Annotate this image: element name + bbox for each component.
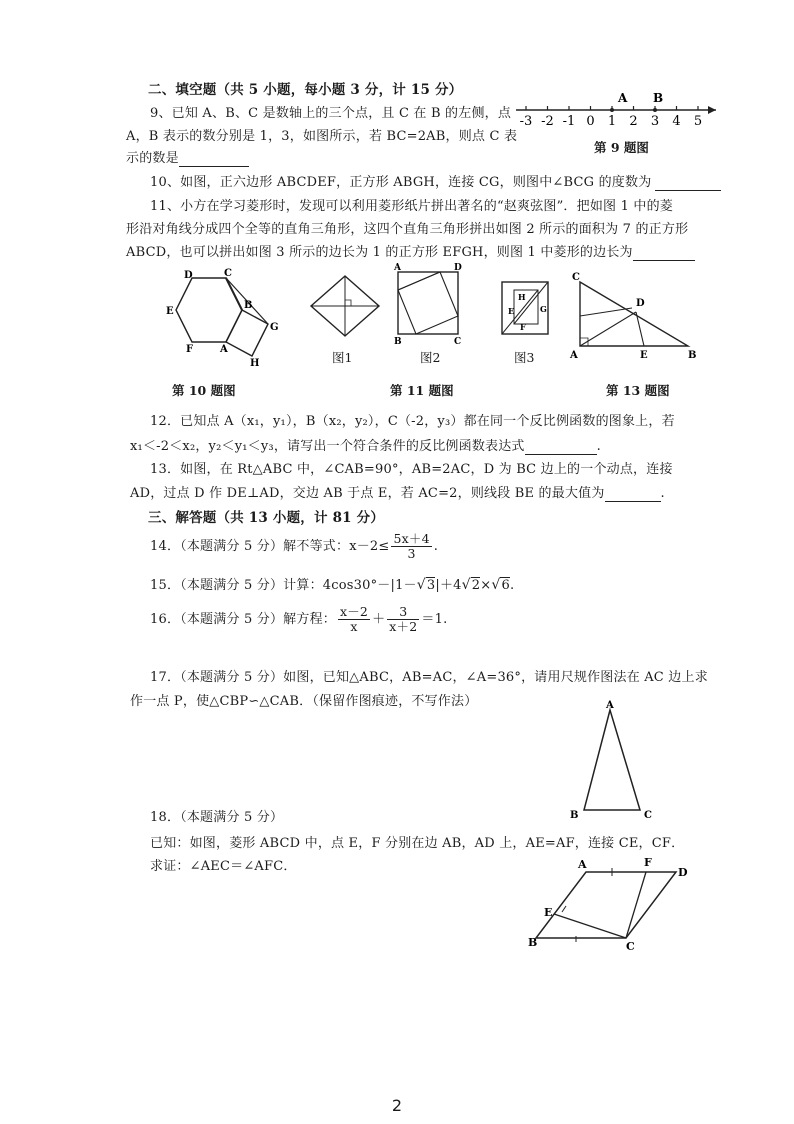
q11-line2: 形沿对角线分成四个全等的直角三角形，这四个直角三角形拼出如图 2 所示的面积为 7 的正方形 — [126, 222, 689, 237]
q18-line1: 已知：如图，菱形 ABCD 中，点 E，F 分别在边 AB，AD 上，AE=AF，连接 CE，CF． — [150, 836, 685, 851]
q18-vertex-label: C — [626, 940, 635, 952]
q14-prefix: 14．（本题满分 5 分）解不等式： — [150, 539, 350, 554]
q15-part2: 1－ — [395, 578, 417, 593]
q13-line1: 13．如图，在 Rt△ABC 中，∠CAB=90°，AB=2AC，D 为 BC 边上的一个动点，连接 — [150, 462, 673, 477]
q14-denominator: 3 — [407, 546, 416, 561]
sqrt-icon: √ — [416, 577, 426, 593]
q15-radicand3: 6 — [501, 578, 510, 593]
q10-figure-caption: 第 10 题图 — [172, 383, 236, 398]
fig13-label: C — [572, 272, 580, 283]
q11-fig3-square — [496, 276, 556, 342]
number-line-arrow-icon — [708, 106, 716, 114]
q18-rhombus-figure — [528, 852, 698, 952]
q9-figure-caption: 第 9 题图 — [594, 140, 649, 155]
q14-fraction — [391, 532, 431, 561]
q11-fig3-label: 图3 — [514, 350, 535, 365]
q15-part3: ＋4 — [439, 578, 462, 593]
fig10-label: H — [250, 358, 260, 368]
q16-numerator1: x－2 — [339, 604, 369, 619]
q16-prefix: 16．（本题满分 5 分）解方程： — [150, 612, 336, 627]
number-line-point — [653, 108, 657, 112]
segment-cf — [626, 872, 646, 938]
q15-line: 15．（本题满分 5 分）计算：4cos30°－|1－√3|＋4√2×√6. — [150, 577, 515, 593]
q17-line1: 17．（本题满分 5 分）如图，已知△ABC，AB=AC，∠A=36°，请用尺规作图法在 AC 边上求 — [150, 670, 708, 685]
q10-answer-blank[interactable] — [655, 178, 721, 191]
q18-line2: 求证：∠AEC＝∠AFC． — [150, 859, 297, 874]
q9-number-line-figure — [512, 86, 722, 138]
q11-fig1-rhombus — [305, 272, 385, 342]
segment-ad — [580, 312, 636, 346]
q11-fig1-label: 图1 — [332, 350, 353, 365]
number-line-tick-label: 3 — [650, 114, 660, 129]
q15-part1: 4cos30°－ — [322, 578, 391, 593]
q17-vertex-label: B — [570, 810, 579, 821]
q15-radicand1: 3 — [426, 578, 436, 593]
q15-prefix: 15．（本题满分 5 分）计算： — [150, 578, 323, 593]
q9-answer-blank[interactable] — [179, 154, 249, 167]
q11-line3-text: ABCD，也可以拼出如图 3 所示的边长为 1 的正方形 EFGH，则图 1 中菱形的边长为 — [126, 245, 633, 260]
q9-line3 — [126, 151, 249, 167]
tick-mark — [562, 906, 566, 912]
q11-answer-blank[interactable] — [633, 248, 695, 261]
hexagon-abcdef — [176, 278, 242, 342]
number-line-point — [610, 108, 614, 112]
q9-line2: A，B 表示的数分别是 1，3，如图所示，若 BC=2AB，则点 C 表 — [126, 129, 518, 144]
number-line-point-b-label: B — [653, 91, 664, 105]
q14-line: 14．（本题满分 5 分）解不等式：x－2≤ $\frac{5x+4}{3}$ . — [150, 531, 439, 561]
number-line-tick-label: 0 — [586, 114, 595, 129]
q17-vertex-label: C — [644, 810, 652, 821]
q10-hexagon-figure — [164, 268, 284, 368]
section-title-solutions: 三、解答题（共 13 小题，计 81 分） — [148, 510, 385, 526]
q16-denominator1: x — [350, 619, 358, 634]
q16-fraction1 — [338, 605, 370, 634]
q13-triangle-figure — [566, 268, 706, 362]
fig13-label: E — [640, 350, 648, 361]
q9-line3-text: 示的数是 — [126, 151, 179, 166]
fig13-label: A — [570, 350, 578, 361]
triangle-abc — [584, 710, 640, 810]
q18-title: 18．（本题满分 5 分） — [150, 810, 284, 825]
q16-denominator2: x＋2 — [389, 619, 418, 634]
rhombus-abcd — [536, 872, 676, 938]
auxiliary-line — [580, 308, 632, 316]
fig11-3-label: G — [540, 304, 547, 314]
q18-vertex-label: A — [578, 858, 587, 871]
q15-part4: × — [480, 578, 492, 593]
number-line-tick-label: 5 — [693, 114, 703, 129]
q18-vertex-label: B — [528, 936, 538, 949]
fig13-label: B — [688, 350, 697, 361]
number-line-tick-label: 1 — [607, 114, 617, 129]
q13-figure-caption: 第 13 题图 — [606, 383, 670, 398]
q18-vertex-label: D — [678, 866, 688, 879]
segment-cb — [226, 278, 242, 310]
q17-triangle-figure — [564, 698, 664, 826]
fig11-2-label: A — [394, 263, 401, 273]
q13-line2-text: AD，过点 D 作 DE⊥AD，交边 AB 于点 E，若 AC=2，则线段 BE 的最大值为 — [130, 486, 605, 501]
abs-bar-icon: | — [435, 578, 440, 593]
abs-bar-icon: | — [390, 578, 396, 593]
fig10-label: C — [224, 268, 232, 279]
q17-line2: 作一点 P，使△CBP∽△CAB．（保留作图痕迹，不写作法） — [130, 694, 478, 709]
q9-line1: 9、已知 A、B、C 是数轴上的三个点，且 C 在 B 的左侧，点 — [150, 106, 512, 121]
fig11-3-label: F — [520, 322, 526, 332]
q11-fig2-square — [390, 262, 470, 346]
fig11-3-label: E — [508, 306, 515, 316]
triangle-edge — [514, 282, 548, 324]
right-angle-mark — [345, 300, 351, 306]
sqrt-icon: √ — [461, 577, 471, 593]
page-number: 2 — [391, 1096, 403, 1115]
q13-line2: AD，过点 D 作 DE⊥AD，交边 AB 于点 E，若 AC=2，则线段 BE 的最大值为 . — [130, 486, 665, 501]
fig13-label: D — [636, 298, 645, 309]
fig10-label: G — [270, 322, 279, 333]
q11-figure-caption: 第 11 题图 — [390, 383, 454, 398]
q11-fig2-label: 图2 — [420, 350, 441, 365]
q11-line3 — [126, 245, 695, 261]
inner-square — [398, 272, 458, 334]
number-line-tick-label: -3 — [519, 114, 533, 129]
fig10-label: F — [186, 344, 194, 355]
q12-line1: 12．已知点 A（x₁，y₁），B（x₂，y₂），C（-2，y₃）都在同一个反比例函数的图象上，若 — [150, 414, 675, 429]
fig11-2-label: D — [454, 263, 462, 273]
q18-vertex-label: E — [544, 906, 553, 919]
fig11-2-label: C — [454, 337, 462, 346]
number-line-tick-label: -1 — [562, 114, 576, 129]
segment-ce — [554, 914, 626, 938]
q16-fraction2 — [387, 605, 419, 634]
q16-line: 16．（本题满分 5 分）解方程： $\frac{x-2}{x}$ ＋ $\frac{3}{x+2}$ ＝1. — [150, 604, 448, 634]
square-abcd — [398, 272, 458, 334]
q10-line1 — [150, 175, 721, 191]
q11-line1: 11、小方在学习菱形时，发现可以利用菱形纸片拼出著名的“赵爽弦图”．把如图 1 中的菱 — [150, 199, 673, 214]
q10-text: 10、如图，正六边形 ABCDEF，正方形 ABGH，连接 CG，则图中∠BCG 的度数为 — [150, 175, 652, 190]
q15-radicand2: 2 — [471, 578, 481, 593]
fig11-2-label: B — [394, 337, 402, 346]
number-line-point-a-label: A — [618, 91, 628, 105]
q14-numerator: 5x＋4 — [393, 531, 430, 546]
fig10-label: D — [184, 270, 193, 281]
q12-line2-text: x₁＜-2＜x₂，y₂＜y₁＜y₃，请写出一个符合条件的反比例函数表达式 — [130, 439, 525, 454]
triangle-edge — [398, 272, 440, 290]
q14-lhs: x－2≤ — [349, 539, 390, 554]
section-title-fill-in: 二、填空题（共 5 小题，每小题 3 分，计 15 分） — [148, 82, 463, 98]
q12-answer-blank[interactable] — [525, 442, 597, 455]
q17-vertex-label: A — [606, 700, 614, 711]
fig10-label: E — [166, 306, 174, 317]
q12-line2: x₁＜-2＜x₂，y₂＜y₁＜y₃，请写出一个符合条件的反比例函数表达式 . — [130, 439, 601, 454]
q18-vertex-label: F — [644, 856, 652, 869]
fig10-label: B — [244, 300, 253, 311]
sqrt-icon: √ — [491, 577, 501, 593]
fig10-label: A — [220, 344, 228, 355]
number-line-tick-label: -2 — [541, 114, 554, 129]
q16-numerator2: 3 — [387, 605, 419, 620]
q16-rhs: ＝1. — [421, 612, 448, 627]
q13-answer-blank[interactable] — [605, 489, 661, 502]
number-line-tick-label: 4 — [672, 114, 681, 129]
fig11-3-label: H — [518, 292, 526, 302]
number-line-tick-label: 2 — [629, 114, 638, 129]
